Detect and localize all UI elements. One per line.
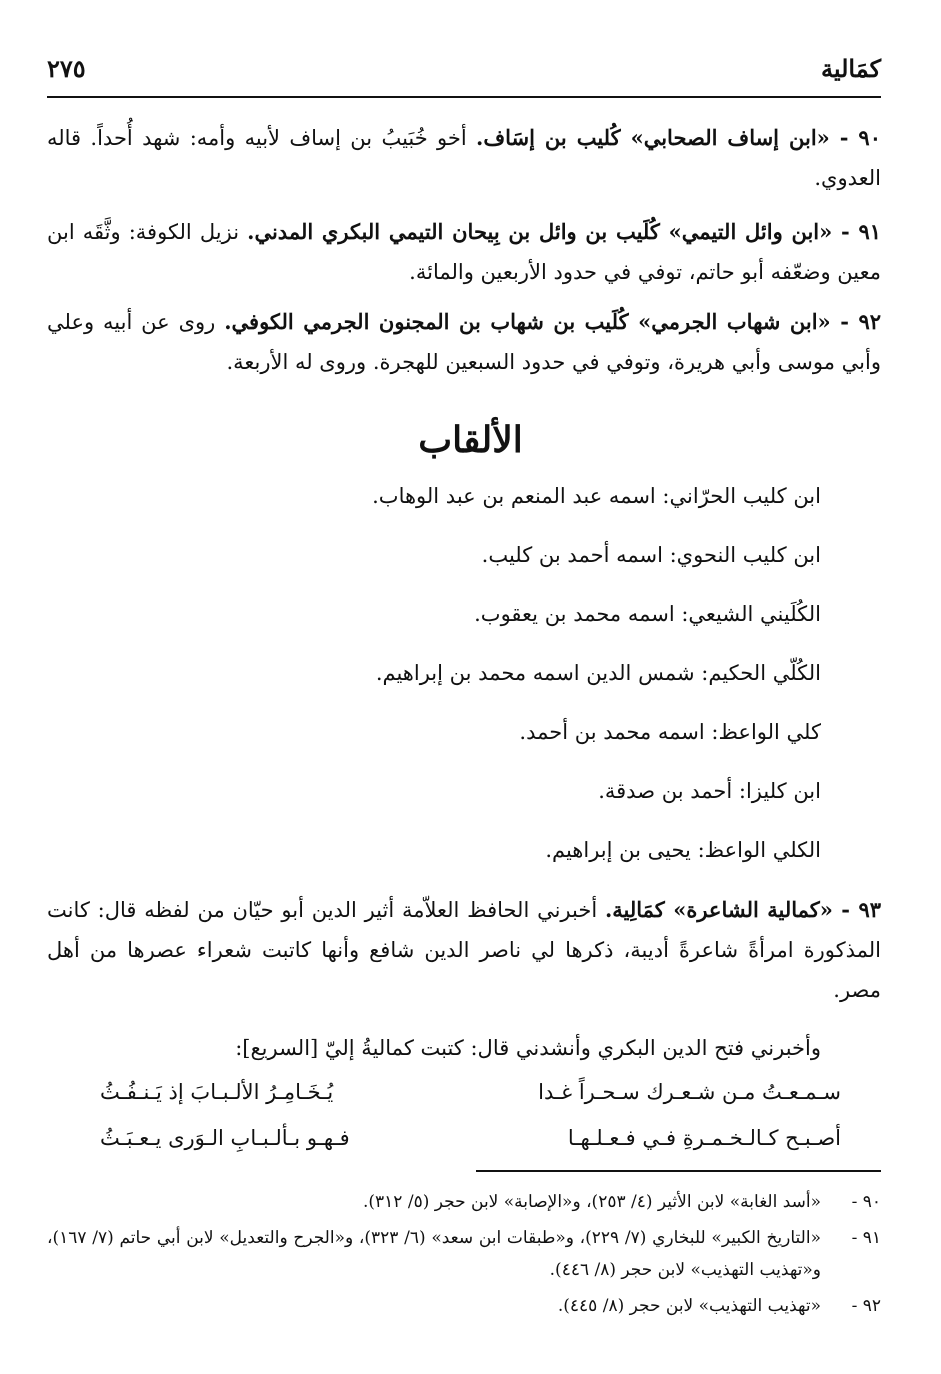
entry-91-heading: ٩١ - «ابن وائل التيمي» كُلَيب بن وائل بن بِيحان التيمي البكري المدني. [247,219,881,244]
verse-second-hemistich: يُـخَـامِـرُ الألـبـابَ إذ يَـنـفُـثُ [100,1080,334,1104]
laqab-item: ابن كليزا: أحمد بن صدقة. [598,779,821,803]
entry-90-text: أخو خُبَيبُ بن إساف لأبيه وأمه: شهد أُحداً. قاله العدوي. [47,126,881,190]
verse-line [100,1118,841,1158]
entry-91-text: نزيل الكوفة: وثَّقَه ابن معين وضعّفه أبو حاتم، توفي في حدود الأربعين والمائة. [47,220,881,284]
footnote-number: ٩١ - [851,1228,881,1248]
entry-93-heading: ٩٣ - «كمالية الشاعرة» كمَالِية. [604,897,881,922]
footnote-text: «تهذيب التهذيب» لابن حجر (٨/ ٤٤٥). [557,1296,821,1316]
verse-second-hemistich: فـهـو بـألـبـابِ الـوَرى يـعـبَـثُ [100,1126,350,1150]
verse-first-hemistich: أصـبـح كـالـخـمـرةِ فـي فـعـلـهـا [567,1126,841,1150]
footnote-text: «أسد الغابة» لابن الأثير (٤/ ٢٥٣)، و«الإصابة» لابن حجر (٥/ ٣١٢). [362,1192,821,1212]
laqab-item: الكُلّي الحكيم: شمس الدين اسمه محمد بن إبراهيم. [375,661,821,685]
laqab-item: الكلي الواعظ: يحيى بن إبراهيم. [545,838,821,862]
footnote-separator [476,1170,881,1172]
section-title: الألقاب [418,419,523,461]
page-number: ٢٧٥ [47,54,86,83]
running-title: كمَالية [820,54,881,83]
entry-90 [47,118,881,198]
footnote [47,1222,881,1286]
laqab-item: كلي الواعظ: اسمه محمد بن أحمد. [519,720,821,744]
page-header [47,50,881,98]
footnote [47,1186,881,1218]
entry-93 [47,890,881,1010]
entry-93-text: أخبرني الحافظ العلاّمة أثير الدين أبو حيّان من لفظه قال: كانت المذكورة امرأةً شاعرةً أديبة، ذكرها لي ناصر الدين شافع وأنها كاتبت شعراء عصرها من أهل مصر. [47,898,881,1002]
footnote-text: «التاريخ الكبير» للبخاري (٧/ ٢٢٩)، و«طبقات ابن سعد» (٦/ ٣٢٣)، و«الجرح والتعديل» لابن أبي حاتم (٧/ ١٦٧)، و«تهذيب التهذيب» لابن حجر (٨/ ٤٤٦). [47,1228,821,1280]
poem-intro: وأخبرني فتح الدين البكري وأنشدني قال: كتبت كماليةُ إليّ [السريع]: [235,1036,821,1060]
entry-92 [47,302,881,382]
entry-91 [47,212,881,292]
laqab-item: ابن كليب الحرّاني: اسمه عبد المنعم بن عبد الوهاب. [372,484,821,508]
entry-92-heading: ٩٢ - «ابن شهاب الجرمي» كُلَيب بن شهاب بن المجنون الجرمي الكوفي. [224,309,881,334]
entry-92-text: روى عن أبيه وعلي وأبي موسى وأبي هريرة، وتوفي في حدود السبعين للهجرة. وروى له الأربعة. [47,310,881,374]
verse-line [100,1072,841,1112]
entry-90-heading: ٩٠ - «ابن إساف الصحابي» كُليب بن إسَاف. [476,125,881,150]
laqab-item: ابن كليب النحوي: اسمه أحمد بن كليب. [481,543,821,567]
footnote [47,1290,881,1322]
verse-first-hemistich: سـمـعـتُ مـن شـعـرك سـحـراً غـدا [538,1080,841,1104]
footnote-number: ٩٢ - [851,1296,881,1316]
laqab-item: الكُلَيني الشيعي: اسمه محمد بن يعقوب. [474,602,821,626]
footnote-number: ٩٠ - [851,1192,881,1212]
